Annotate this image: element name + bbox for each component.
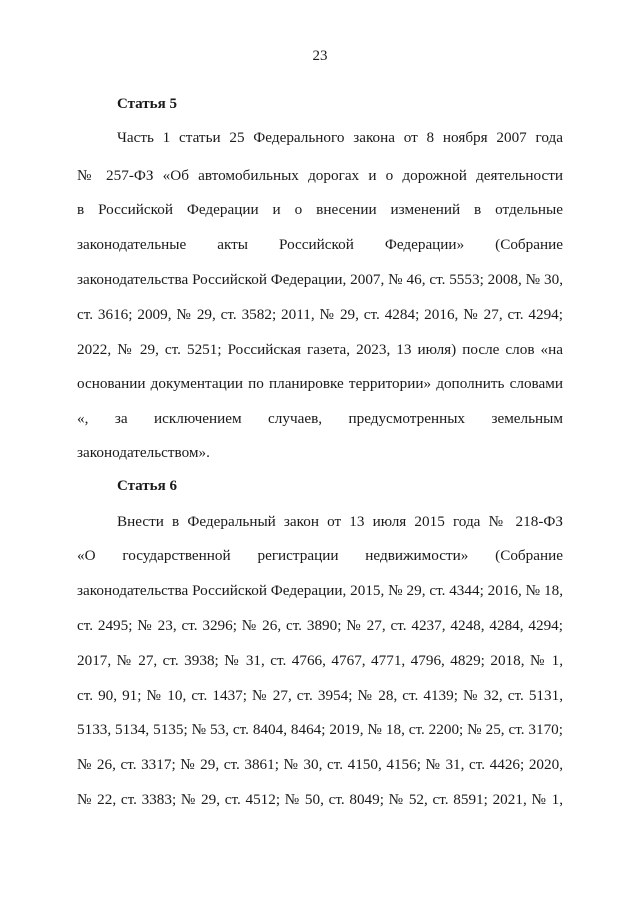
- article-5-line: ст. 3616; 2009, № 29, ст. 3582; 2011, № 29, ст. 4284; 2016, № 27, ст. 4294;: [77, 306, 563, 323]
- page-number: 23: [312, 48, 328, 64]
- article-6-line: ст. 90, 91; № 10, ст. 1437; № 27, ст. 3954; № 28, ст. 4139; № 32, ст. 5131,: [77, 687, 563, 704]
- article-6-heading: Статья 6: [117, 478, 177, 494]
- article-5-line: основании документации по планировке территории» дополнить словами: [77, 375, 563, 392]
- article-6-line: № 26, ст. 3317; № 29, ст. 3861; № 30, ст. 4150, 4156; № 31, ст. 4426; 2020,: [77, 756, 563, 773]
- article-6-line: 2017, № 27, ст. 3938; № 31, ст. 4766, 4767, 4771, 4796, 4829; 2018, № 1,: [77, 652, 563, 669]
- article-6-line: Внести в Федеральный закон от 13 июля 2015 года № 218-ФЗ: [117, 513, 563, 530]
- article-5-line: законодательства Российской Федерации, 2007, № 46, ст. 5553; 2008, № 30,: [77, 271, 563, 288]
- article-5-line: Часть 1 статьи 25 Федерального закона от 8 ноября 2007 года: [117, 129, 563, 146]
- article-5-line: 2022, № 29, ст. 5251; Российская газета, 2023, 13 июля) после слов «на: [77, 341, 563, 358]
- article-5-line: законодательством».: [77, 444, 210, 461]
- article-6-line: № 22, ст. 3383; № 29, ст. 4512; № 50, ст. 8049; № 52, ст. 8591; 2021, № 1,: [77, 791, 563, 808]
- article-5-heading: Статья 5: [117, 96, 177, 112]
- article-6-line: законодательства Российской Федерации, 2015, № 29, ст. 4344; 2016, № 18,: [77, 582, 563, 599]
- article-5-line: законодательные акты Российской Федерации» (Собрание: [77, 236, 563, 253]
- article-5-line: № 257-ФЗ «Об автомобильных дорогах и о дорожной деятельности: [77, 167, 563, 184]
- article-5-line: «, за исключением случаев, предусмотренных земельным: [77, 410, 563, 427]
- article-5-line: в Российской Федерации и о внесении изменений в отдельные: [77, 201, 563, 218]
- article-6-line: ст. 2495; № 23, ст. 3296; № 26, ст. 3890; № 27, ст. 4237, 4248, 4284, 4294;: [77, 617, 563, 634]
- article-6-line: 5133, 5134, 5135; № 53, ст. 8404, 8464; 2019, № 18, ст. 2200; № 25, ст. 3170;: [77, 721, 563, 738]
- article-6-line: «О государственной регистрации недвижимости» (Собрание: [77, 547, 563, 564]
